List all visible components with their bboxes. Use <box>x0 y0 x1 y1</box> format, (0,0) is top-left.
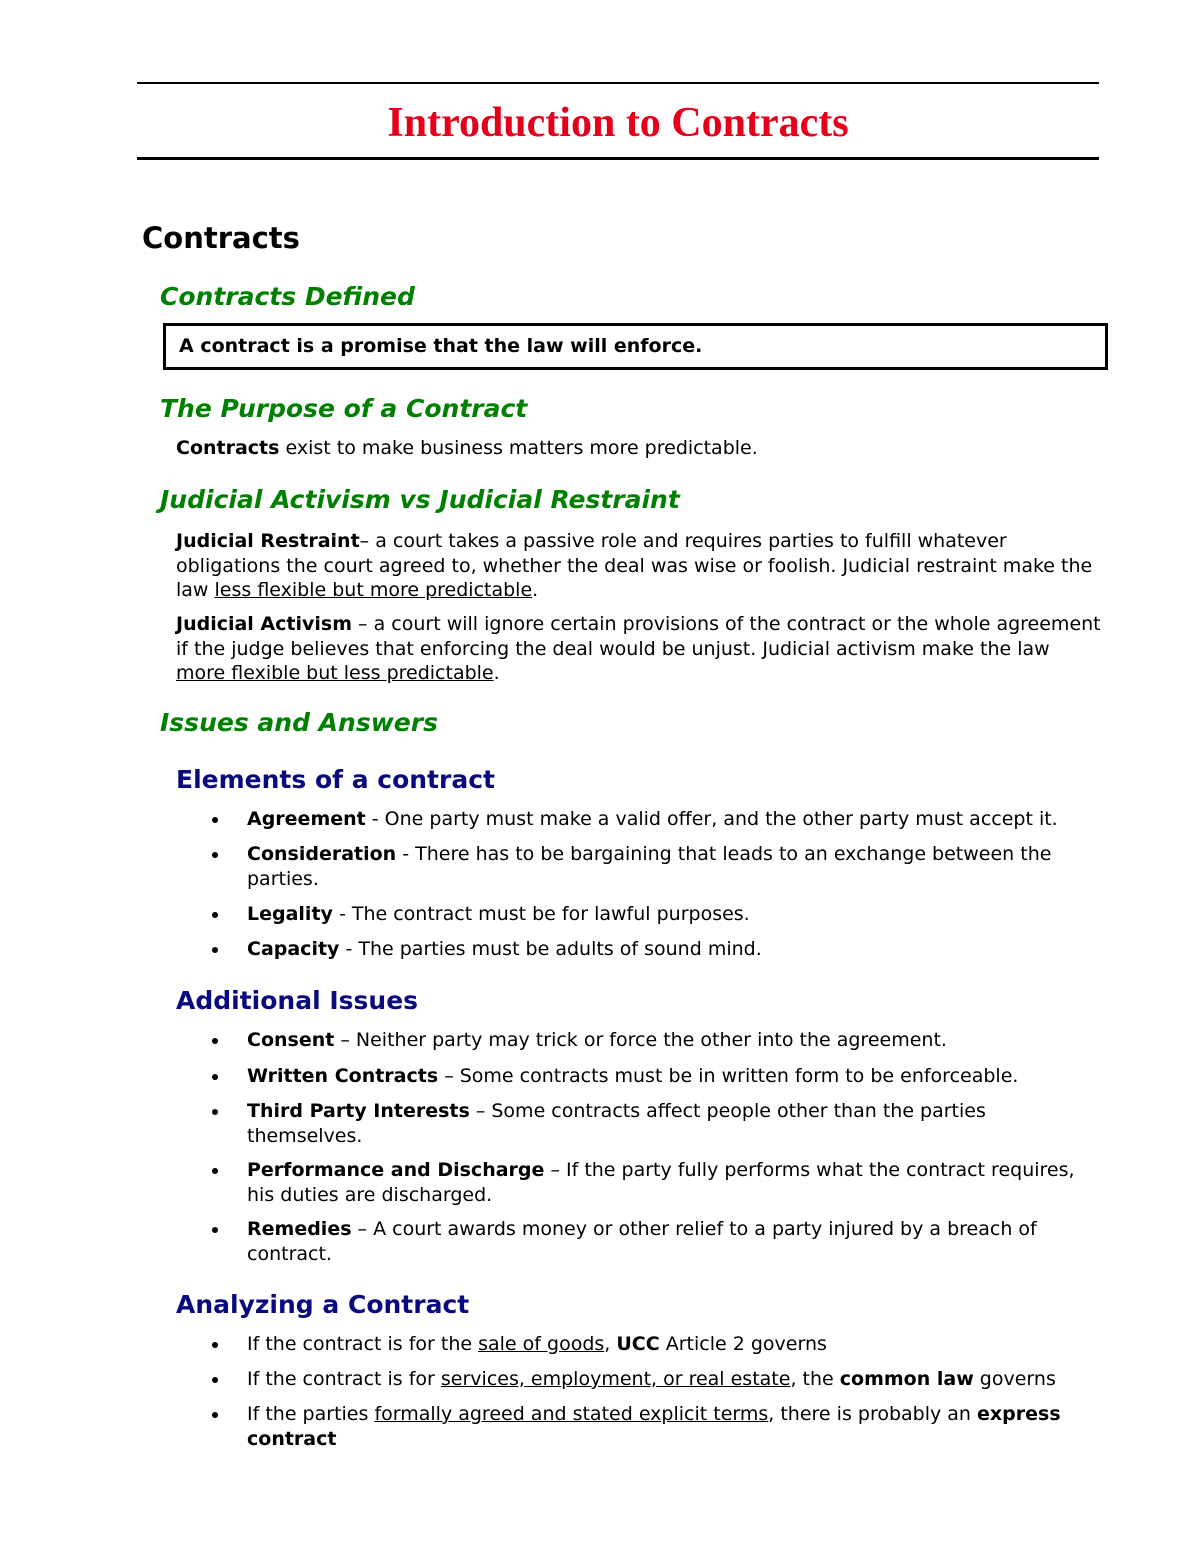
list-item <box>176 1158 1101 1207</box>
list-item-text: , the <box>790 1368 840 1390</box>
list-item-term: Performance and Discharge <box>247 1159 545 1181</box>
list-item-text: , <box>604 1333 617 1355</box>
purpose-paragraph <box>176 436 1101 461</box>
list-item-text: – If the party fully performs what the contract requires, his duties are discharged. <box>247 1159 1075 1206</box>
list-item-text: – Some contracts must be in written form to be enforceable. <box>438 1065 1019 1087</box>
list-item-term: common law <box>839 1368 974 1390</box>
purpose-text: exist to make business matters more predictable. <box>279 437 758 459</box>
issues-heading: Issues and Answers <box>160 708 438 737</box>
list-item-text: - One party must make a valid offer, and the other party must accept it. <box>365 808 1058 830</box>
judicial-activism-paragraph <box>176 612 1101 686</box>
list-item <box>176 1402 1101 1451</box>
list-item <box>176 842 1101 891</box>
list-item-underline: services, employment, or real estate <box>440 1368 791 1390</box>
purpose-heading: The Purpose of a Contract <box>160 394 528 423</box>
judicial-activism-end: . <box>493 662 500 684</box>
additional-issues-heading: Additional Issues <box>176 986 419 1015</box>
list-item <box>176 1217 1101 1266</box>
judicial-activism-text: – a court will ignore certain provisions of the contract or the whole agreement if the judge believes that enforcing the deal would be unjust. Judicial activism make the law <box>176 613 1101 660</box>
contracts-defined-heading: Contracts Defined <box>160 282 415 311</box>
list-item <box>176 902 1101 927</box>
list-item-term: Consideration <box>247 843 397 865</box>
list-item-text: - The parties must be adults of sound mind. <box>339 938 762 960</box>
purpose-term: Contracts <box>176 437 280 459</box>
list-item-underline: formally agreed and stated explicit terms <box>374 1403 769 1425</box>
list-item-text: , there is probably an <box>768 1403 978 1425</box>
judicial-restraint-text: – a court takes a passive role and requires parties to fulfill whatever obligations the court agreed to, whether the deal was wise or foolish. Judicial restraint make the law <box>176 530 1093 601</box>
list-item <box>176 937 1101 962</box>
list-item <box>176 1367 1101 1392</box>
elements-heading: Elements of a contract <box>176 765 495 794</box>
judicial-restraint-end: . <box>532 579 539 601</box>
title-rule-top <box>137 82 1099 84</box>
list-item-text: If the contract is for the <box>247 1333 479 1355</box>
list-item <box>176 1332 1101 1357</box>
judicial-activism-term: Judicial Activism <box>176 613 353 635</box>
list-item-underline: sale of goods <box>478 1333 605 1355</box>
judicial-restraint-term: Judicial Restraint <box>176 530 360 552</box>
analyzing-heading: Analyzing a Contract <box>176 1290 470 1319</box>
list-item-term: Legality <box>247 903 333 925</box>
definition-box <box>163 323 1108 370</box>
judicial-restraint-paragraph <box>176 529 1101 603</box>
list-item-text: - The contract must be for lawful purposes. <box>332 903 750 925</box>
list-item <box>176 1099 1101 1148</box>
list-item-term: Remedies <box>247 1218 352 1240</box>
judicial-activism-underline: more flexible but less predictable <box>176 662 494 684</box>
document-title: Introduction to Contracts <box>387 100 849 146</box>
list-item <box>176 1064 1101 1089</box>
list-item-text: governs <box>973 1368 1056 1390</box>
list-item-text: Article 2 governs <box>659 1333 827 1355</box>
list-item-term: Capacity <box>247 938 340 960</box>
list-item-term: Written Contracts <box>247 1065 439 1087</box>
definition-text: A contract is a promise that the law will enforce. <box>179 335 703 357</box>
judicial-heading: Judicial Activism vs Judicial Restraint <box>160 485 680 514</box>
list-item-term: Consent <box>247 1029 335 1051</box>
list-item-text: If the contract is for <box>247 1368 441 1390</box>
judicial-restraint-underline: less flexible but more predictable <box>214 579 533 601</box>
list-item-term: UCC <box>616 1333 660 1355</box>
list-item-text: - There has to be bargaining that leads to an exchange between the parties. <box>247 843 1052 890</box>
list-item-term: Third Party Interests <box>247 1100 470 1122</box>
list-item-term: express contract <box>247 1403 1061 1450</box>
list-item-text: If the parties <box>247 1403 375 1425</box>
section-heading: Contracts <box>142 221 300 255</box>
list-item-term: Agreement <box>247 808 366 830</box>
title-rule-bottom <box>137 157 1099 160</box>
list-item <box>176 1028 1101 1053</box>
list-item <box>176 807 1101 832</box>
list-item-text: – A court awards money or other relief to a party injured by a breach of contract. <box>247 1218 1037 1265</box>
list-item-text: – Neither party may trick or force the other into the agreement. <box>334 1029 947 1051</box>
list-item-text: – Some contracts affect people other than the parties themselves. <box>247 1100 986 1147</box>
